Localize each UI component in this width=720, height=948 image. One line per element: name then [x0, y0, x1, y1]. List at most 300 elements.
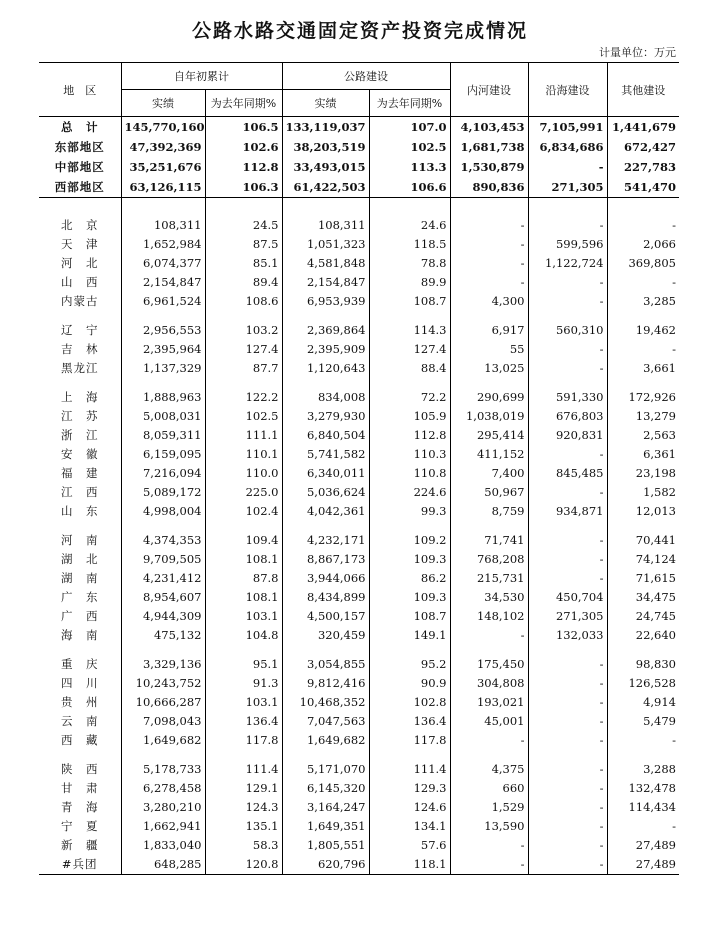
- cell-value: 127.4: [369, 340, 450, 359]
- cell-value: 104.8: [205, 626, 282, 645]
- cell-value: 63,126,115: [121, 177, 205, 198]
- region-name: 四 川: [61, 676, 99, 690]
- cell-value: 1,051,323: [282, 235, 369, 254]
- cell-value: 61,422,503: [282, 177, 369, 198]
- cell-value: 224.6: [369, 483, 450, 502]
- cell-value: 1,805,551: [282, 836, 369, 855]
- cell-value: 4,374,353: [121, 531, 205, 550]
- cell-value: 24.6: [369, 216, 450, 235]
- cell-value: 1,137,329: [121, 359, 205, 378]
- table-row: [39, 483, 679, 502]
- cell-value: 24.5: [205, 216, 282, 235]
- region-name: 浙 江: [61, 428, 99, 442]
- cell-value: 103.1: [205, 693, 282, 712]
- cell-value: 110.0: [205, 464, 282, 483]
- cell-value: 934,871: [528, 502, 607, 521]
- cell-value: 85.1: [205, 254, 282, 273]
- cell-value: 10,666,287: [121, 693, 205, 712]
- region-name: 上 海: [61, 390, 99, 404]
- cell-value: 149.1: [369, 626, 450, 645]
- region-name: 中部地区: [54, 159, 105, 174]
- cell-value: 2,369,864: [282, 321, 369, 340]
- cell-value: 106.5: [205, 117, 282, 138]
- cell-value: 5,008,031: [121, 407, 205, 426]
- cell-value: -: [528, 340, 607, 359]
- cell-value: 7,098,043: [121, 712, 205, 731]
- region-name: 甘 肃: [61, 781, 99, 795]
- table-row: [39, 273, 679, 292]
- table-row: [39, 137, 679, 157]
- cell-value: -: [528, 483, 607, 502]
- cell-value: 103.1: [205, 607, 282, 626]
- region-name: 天 津: [61, 237, 99, 251]
- cell-value: 106.6: [369, 177, 450, 198]
- cell-value: 3,164,247: [282, 798, 369, 817]
- region-name: 福 建: [61, 466, 99, 480]
- cell-value: 1,038,019: [450, 407, 528, 426]
- cell-value: 2,956,553: [121, 321, 205, 340]
- cell-value: 136.4: [369, 712, 450, 731]
- cell-value: 4,103,453: [450, 117, 528, 138]
- cell-value: 1,681,738: [450, 137, 528, 157]
- cell-value: 6,953,939: [282, 292, 369, 311]
- cell-value: 1,649,682: [121, 731, 205, 750]
- region-name: 西 藏: [61, 733, 99, 747]
- region-name: 河 北: [61, 256, 99, 270]
- cell-value: -: [528, 157, 607, 177]
- cell-value: 98,830: [607, 655, 679, 674]
- region-name: 西部地区: [39, 177, 121, 198]
- cell-value: 369,805: [607, 254, 679, 273]
- cell-value: 4,232,171: [282, 531, 369, 550]
- cell-value: 8,867,173: [282, 550, 369, 569]
- cell-value: 13,279: [607, 407, 679, 426]
- header-highway: 公路建设: [282, 63, 450, 90]
- cell-value: 8,759: [450, 502, 528, 521]
- table-row: [39, 569, 679, 588]
- table-row: [39, 235, 679, 254]
- cell-value: 225.0: [205, 483, 282, 502]
- cell-value: 57.6: [369, 836, 450, 855]
- cell-value: 106.3: [205, 177, 282, 198]
- cell-value: 86.2: [369, 569, 450, 588]
- cell-value: 102.6: [205, 137, 282, 157]
- cell-value: -: [528, 855, 607, 875]
- cell-value: -: [528, 779, 607, 798]
- region-name: 广 西: [61, 609, 99, 623]
- cell-value: 89.4: [205, 273, 282, 292]
- cell-value: 111.1: [205, 426, 282, 445]
- cell-value: 109.4: [205, 531, 282, 550]
- cell-value: -: [528, 216, 607, 235]
- cell-value: 12,013: [607, 502, 679, 521]
- cell-value: 136.4: [205, 712, 282, 731]
- cell-value: 1,582: [607, 483, 679, 502]
- table-row: [39, 254, 679, 273]
- cell-value: 99.3: [369, 502, 450, 521]
- cell-value: 109.2: [369, 531, 450, 550]
- table-row: [39, 550, 679, 569]
- cell-value: 109.3: [369, 550, 450, 569]
- cell-value: 110.8: [369, 464, 450, 483]
- cell-value: 4,300: [450, 292, 528, 311]
- cell-value: -: [528, 445, 607, 464]
- cell-value: 1,652,984: [121, 235, 205, 254]
- cell-value: 7,216,094: [121, 464, 205, 483]
- cell-value: 1,441,679: [607, 117, 679, 138]
- region-name: 安 徽: [61, 447, 99, 461]
- cell-value: 5,036,624: [282, 483, 369, 502]
- cell-value: -: [528, 359, 607, 378]
- region-name: 江 苏: [61, 409, 99, 423]
- cell-value: 108.1: [205, 550, 282, 569]
- region-name: #兵团: [61, 857, 98, 871]
- cell-value: 148,102: [450, 607, 528, 626]
- cell-value: 108.6: [205, 292, 282, 311]
- page-title: 公路水路交通固定资产投资完成情况: [191, 20, 528, 42]
- header-other: 其他建设: [607, 63, 679, 117]
- cell-value: 78.8: [369, 254, 450, 273]
- table-row: [39, 674, 679, 693]
- cell-value: 4,375: [450, 760, 528, 779]
- region-name: 山 西: [61, 275, 99, 289]
- region-name: 海 南: [61, 628, 99, 642]
- cell-value: 132,478: [607, 779, 679, 798]
- cell-value: 71,615: [607, 569, 679, 588]
- table-row: [39, 292, 679, 311]
- cell-value: 1,662,941: [121, 817, 205, 836]
- table-row: [39, 693, 679, 712]
- cell-value: 920,831: [528, 426, 607, 445]
- cell-value: 110.1: [205, 445, 282, 464]
- cell-value: 127.4: [205, 340, 282, 359]
- cell-value: 113.3: [369, 157, 450, 177]
- cell-value: 2,395,909: [282, 340, 369, 359]
- cell-value: 108.7: [369, 292, 450, 311]
- table-row: [39, 445, 679, 464]
- table-row: [39, 588, 679, 607]
- cell-value: 2,154,847: [121, 273, 205, 292]
- table-row: [39, 407, 679, 426]
- cell-value: 6,961,524: [121, 292, 205, 311]
- cell-value: 118.5: [369, 235, 450, 254]
- cell-value: -: [607, 731, 679, 750]
- cell-value: -: [450, 273, 528, 292]
- cell-value: 9,812,416: [282, 674, 369, 693]
- cell-value: 103.2: [205, 321, 282, 340]
- cell-value: -: [528, 655, 607, 674]
- cell-value: 599,596: [528, 235, 607, 254]
- cell-value: -: [528, 798, 607, 817]
- cell-value: 1,649,682: [282, 731, 369, 750]
- region-name: 云 南: [61, 714, 99, 728]
- header-ytd-actual: 实绩: [121, 90, 205, 117]
- cell-value: 2,154,847: [282, 273, 369, 292]
- cell-value: 6,278,458: [121, 779, 205, 798]
- cell-value: 108.1: [205, 588, 282, 607]
- cell-value: 27,489: [607, 855, 679, 875]
- cell-value: 10,243,752: [121, 674, 205, 693]
- cell-value: 193,021: [450, 693, 528, 712]
- cell-value: 6,159,095: [121, 445, 205, 464]
- table-row: [39, 779, 679, 798]
- header-highway-actual: 实绩: [282, 90, 369, 117]
- region-name: 总 计: [61, 119, 99, 134]
- region-name: 河 南: [61, 533, 99, 547]
- table-row: [39, 855, 679, 875]
- cell-value: 95.2: [369, 655, 450, 674]
- cell-value: 8,059,311: [121, 426, 205, 445]
- cell-value: 87.8: [205, 569, 282, 588]
- cell-value: 304,808: [450, 674, 528, 693]
- table-row: [39, 388, 679, 407]
- table-row: [39, 426, 679, 445]
- cell-value: 4,998,004: [121, 502, 205, 521]
- cell-value: 102.8: [369, 693, 450, 712]
- table-row: [39, 177, 679, 198]
- cell-value: 38,203,519: [282, 137, 369, 157]
- cell-value: 135.1: [205, 817, 282, 836]
- region-name: 内蒙古: [61, 294, 99, 308]
- investment-table: [39, 62, 679, 875]
- cell-value: 3,285: [607, 292, 679, 311]
- cell-value: 10,468,352: [282, 693, 369, 712]
- table-row: [39, 798, 679, 817]
- cell-value: 108,311: [121, 216, 205, 235]
- cell-value: 1,888,963: [121, 388, 205, 407]
- cell-value: 102.4: [205, 502, 282, 521]
- cell-value: 87.5: [205, 235, 282, 254]
- table-row: [39, 502, 679, 521]
- cell-value: 132,033: [528, 626, 607, 645]
- region-name: 贵 州: [61, 695, 99, 709]
- region-name: 黑龙江: [61, 361, 99, 375]
- spacer-row: [39, 378, 679, 388]
- cell-value: 4,944,309: [121, 607, 205, 626]
- cell-value: -: [450, 855, 528, 875]
- cell-value: 6,074,377: [121, 254, 205, 273]
- cell-value: -: [528, 569, 607, 588]
- cell-value: 95.1: [205, 655, 282, 674]
- cell-value: 102.5: [205, 407, 282, 426]
- cell-value: 3,280,210: [121, 798, 205, 817]
- cell-value: 6,840,504: [282, 426, 369, 445]
- cell-value: 105.9: [369, 407, 450, 426]
- cell-value: 4,231,412: [121, 569, 205, 588]
- table-row: [39, 321, 679, 340]
- cell-value: 890,836: [450, 177, 528, 198]
- cell-value: 114,434: [607, 798, 679, 817]
- cell-value: 129.3: [369, 779, 450, 798]
- cell-value: 13,590: [450, 817, 528, 836]
- table-row: [39, 359, 679, 378]
- cell-value: 118.1: [369, 855, 450, 875]
- cell-value: -: [450, 216, 528, 235]
- cell-value: 111.4: [369, 760, 450, 779]
- cell-value: 89.9: [369, 273, 450, 292]
- cell-value: 108.7: [369, 607, 450, 626]
- cell-value: 411,152: [450, 445, 528, 464]
- cell-value: 110.3: [369, 445, 450, 464]
- cell-value: 768,208: [450, 550, 528, 569]
- cell-value: 87.7: [205, 359, 282, 378]
- cell-value: 8,434,899: [282, 588, 369, 607]
- cell-value: 2,066: [607, 235, 679, 254]
- cell-value: 6,361: [607, 445, 679, 464]
- header-region: 地 区: [63, 83, 97, 97]
- cell-value: -: [450, 235, 528, 254]
- region-name: 新 疆: [61, 838, 99, 852]
- table-body: [39, 117, 679, 875]
- cell-value: 541,470: [607, 177, 679, 198]
- table-row: [39, 216, 679, 235]
- cell-value: 126,528: [607, 674, 679, 693]
- cell-value: -: [607, 817, 679, 836]
- region-name: 青 海: [61, 800, 99, 814]
- region-name: 山 东: [61, 504, 99, 518]
- cell-value: 9,709,505: [121, 550, 205, 569]
- cell-value: 172,926: [607, 388, 679, 407]
- cell-value: 102.5: [369, 137, 450, 157]
- table-row: [39, 340, 679, 359]
- cell-value: 117.8: [369, 731, 450, 750]
- region-name: 湖 北: [61, 552, 99, 566]
- region-name: 宁 夏: [61, 819, 99, 833]
- region-name: 东部地区: [54, 139, 105, 154]
- cell-value: 3,054,855: [282, 655, 369, 674]
- cell-value: 134.1: [369, 817, 450, 836]
- cell-value: 271,305: [528, 177, 607, 198]
- table-row: [39, 531, 679, 550]
- table-row: [39, 731, 679, 750]
- table-row: [39, 655, 679, 674]
- region-name: 江 西: [61, 485, 99, 499]
- table-row: [39, 712, 679, 731]
- cell-value: 7,400: [450, 464, 528, 483]
- cell-value: -: [528, 292, 607, 311]
- cell-value: 1,833,040: [121, 836, 205, 855]
- table-row: [39, 157, 679, 177]
- cell-value: 124.3: [205, 798, 282, 817]
- cell-value: 3,944,066: [282, 569, 369, 588]
- table-row: [39, 836, 679, 855]
- region-name: 重 庆: [61, 657, 99, 671]
- cell-value: 6,145,320: [282, 779, 369, 798]
- spacer-row: [39, 198, 679, 217]
- region-name: 吉 林: [61, 342, 99, 356]
- cell-value: 124.6: [369, 798, 450, 817]
- cell-value: -: [528, 674, 607, 693]
- header-ytd: 自年初累计: [121, 63, 282, 90]
- cell-value: 7,047,563: [282, 712, 369, 731]
- region-name: 陕 西: [61, 762, 99, 776]
- cell-value: 672,427: [607, 137, 679, 157]
- cell-value: 6,834,686: [528, 137, 607, 157]
- cell-value: -: [450, 626, 528, 645]
- cell-value: -: [528, 817, 607, 836]
- region-name: 广 东: [61, 590, 99, 604]
- header-highway-yoy: 为去年同期%: [369, 90, 450, 117]
- cell-value: -: [450, 836, 528, 855]
- cell-value: -: [607, 273, 679, 292]
- cell-value: 111.4: [205, 760, 282, 779]
- cell-value: -: [528, 550, 607, 569]
- cell-value: 5,178,733: [121, 760, 205, 779]
- cell-value: 290,699: [450, 388, 528, 407]
- cell-value: 5,089,172: [121, 483, 205, 502]
- cell-value: -: [528, 531, 607, 550]
- cell-value: -: [528, 836, 607, 855]
- cell-value: 19,462: [607, 321, 679, 340]
- cell-value: -: [528, 273, 607, 292]
- cell-value: 1,530,879: [450, 157, 528, 177]
- cell-value: -: [528, 760, 607, 779]
- cell-value: 108,311: [282, 216, 369, 235]
- cell-value: -: [607, 340, 679, 359]
- cell-value: 295,414: [450, 426, 528, 445]
- cell-value: -: [450, 254, 528, 273]
- cell-value: 845,485: [528, 464, 607, 483]
- header-coastal: 沿海建设: [528, 63, 607, 117]
- cell-value: 24,745: [607, 607, 679, 626]
- cell-value: 4,914: [607, 693, 679, 712]
- cell-value: 2,395,964: [121, 340, 205, 359]
- cell-value: 4,500,157: [282, 607, 369, 626]
- cell-value: -: [528, 712, 607, 731]
- cell-value: 120.8: [205, 855, 282, 875]
- cell-value: 72.2: [369, 388, 450, 407]
- cell-value: 112.8: [205, 157, 282, 177]
- cell-value: 6,340,011: [282, 464, 369, 483]
- cell-value: 676,803: [528, 407, 607, 426]
- region-name: 湖 南: [61, 571, 99, 585]
- cell-value: 5,171,070: [282, 760, 369, 779]
- cell-value: 58.3: [205, 836, 282, 855]
- cell-value: 1,649,351: [282, 817, 369, 836]
- cell-value: 88.4: [369, 359, 450, 378]
- cell-value: 107.0: [369, 117, 450, 138]
- cell-value: 71,741: [450, 531, 528, 550]
- cell-value: 45,001: [450, 712, 528, 731]
- spacer-row: [39, 311, 679, 321]
- cell-value: 475,132: [121, 626, 205, 645]
- table-row: [39, 607, 679, 626]
- cell-value: 13,025: [450, 359, 528, 378]
- cell-value: 35,251,676: [121, 157, 205, 177]
- header-ytd-yoy: 为去年同期%: [205, 90, 282, 117]
- spacer-row: [39, 521, 679, 531]
- cell-value: 591,330: [528, 388, 607, 407]
- cell-value: 620,796: [282, 855, 369, 875]
- unit-label: 计量单位：万元: [599, 46, 676, 59]
- cell-value: 660: [450, 779, 528, 798]
- spacer-row: [39, 750, 679, 760]
- cell-value: 90.9: [369, 674, 450, 693]
- cell-value: 4,042,361: [282, 502, 369, 521]
- cell-value: 50,967: [450, 483, 528, 502]
- cell-value: 129.1: [205, 779, 282, 798]
- cell-value: 8,954,607: [121, 588, 205, 607]
- table-row: [39, 626, 679, 645]
- cell-value: 560,310: [528, 321, 607, 340]
- cell-value: 271,305: [528, 607, 607, 626]
- cell-value: 3,288: [607, 760, 679, 779]
- cell-value: -: [528, 693, 607, 712]
- cell-value: 109.3: [369, 588, 450, 607]
- cell-value: 145,770,160: [121, 117, 205, 138]
- cell-value: 33,493,015: [282, 157, 369, 177]
- cell-value: 27,489: [607, 836, 679, 855]
